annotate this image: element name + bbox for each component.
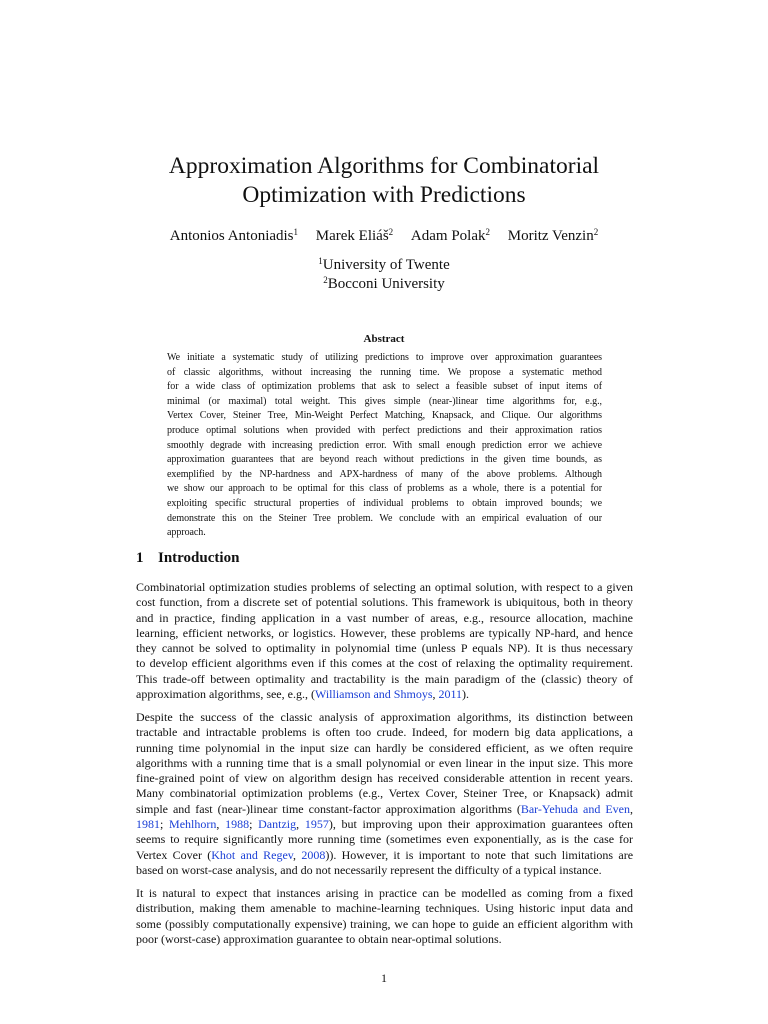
citation-link[interactable]: 1957 xyxy=(304,817,329,832)
affiliation-list xyxy=(0,256,768,294)
abstract-line: smoothly degrade with increasing prediction error. With small enough prediction error we achieve xyxy=(167,439,602,451)
section-number: 1 xyxy=(136,550,144,566)
abstract-line: demonstrate this on the Steiner Tree problem. We conclude with an empirical evaluation of our xyxy=(167,512,602,524)
citation-link[interactable]: 1981 xyxy=(136,817,160,832)
abstract-line: minimal (or maximal) total weight. This gives simple (near-)linear time algorithms for, e.g., xyxy=(167,395,602,407)
abstract-line: produce optimal solutions when provided with perfect predictions and their approximation ratios xyxy=(167,424,602,436)
paragraph-line: fine-grained point of view on algorithm design has received considerable attention in recent years. xyxy=(136,771,633,786)
paragraph-line: algorithms with a running time that is a small polynomial or even linear in the input size. This more xyxy=(136,755,633,770)
paragraph-line: This trade-off between optimality and tractability is the main paradigm of the (classic) theory of xyxy=(136,671,633,686)
abstract-line: Vertex Cover, Steiner Tree, Min-Weight Perfect Matching, Knapsack, and Clique. Our algorithms xyxy=(167,410,602,422)
paragraph-line: Many combinatorial optimization problems (e.g., Vertex Cover, Steiner Tree, or Knapsack) admit xyxy=(136,786,633,801)
paragraph-line: 1981; Mehlhorn, 1988; Dantzig, 1957), but improving upon their approximation guarantees often xyxy=(136,817,634,832)
paragraph-line: Vertex Cover (Khot and Regev, 2008)). However, it is important to note that such limitations are xyxy=(136,847,634,862)
affiliation: $^1$University of Twente xyxy=(318,256,450,273)
author: Antonios Antoniadis$^1$ xyxy=(169,227,299,244)
abstract-line: we show our approach to be optimal for this class of problems as a whole, there is a potential for xyxy=(167,483,602,495)
abstract-line: exploiting specific structural properties of individual problems to obtain improved bounds; we xyxy=(167,497,602,509)
paragraph xyxy=(136,710,633,878)
paragraph xyxy=(136,580,633,702)
section-title: Introduction xyxy=(158,550,240,566)
paragraph-line: poor (worst-case) approximation guarantee to obtain near-optimal solutions. xyxy=(136,931,502,946)
abstract-line: approximation guarantees that are beyond reach without predictions in the given time bounds, as xyxy=(167,454,602,466)
citation-link[interactable]: Mehlhorn xyxy=(169,817,217,832)
abstract-body xyxy=(167,351,602,541)
abstract-line: approach. xyxy=(167,527,206,539)
abstract-line: exemplified by the NP-hardness and APX-hardness of many of the above problems. Although xyxy=(167,468,602,480)
paragraph-line: learning, efficient networks, or logistics. However, these problems are typically NP-hard, and hence xyxy=(136,625,633,640)
abstract-heading: Abstract xyxy=(363,333,405,345)
paragraph-line: seems to require significantly more running time (sometimes even exponentially, as is the case for xyxy=(136,832,633,847)
citation-link[interactable]: Dantzig xyxy=(258,817,297,832)
section-heading xyxy=(136,550,239,567)
paragraph-line: based on worst-case analysis, and do not necessarily represent the difficulty of a typical instance. xyxy=(136,862,602,877)
paragraph-line: cost function, from a discrete set of potential solutions. This framework is ubiquitous, both in theory xyxy=(136,595,633,610)
abstract-line: We initiate a systematic study of utilizing predictions to improve over approximation guarantees xyxy=(167,352,602,363)
paragraph-line: It is natural to expect that instances arising in practice can be modelled as coming from a fixed xyxy=(136,886,633,900)
paragraph-line: tractable and intractable problems is often too crude. Indeed, for modern big data applications, a xyxy=(136,725,633,740)
paragraph xyxy=(136,886,633,947)
title-line-1: Approximation Algorithms for Combinatorial xyxy=(168,153,600,179)
title-line-2: Optimization with Predictions xyxy=(242,182,526,208)
paragraph-line: approximation algorithms, see, e.g., (Williamson and Shmoys, 2011). xyxy=(136,687,470,702)
abstract-line: of classic algorithms, without increasing the running time. We propose a systematic method xyxy=(167,366,602,378)
citation-link[interactable]: 1988 xyxy=(225,817,250,832)
paragraph-line: some (possibly computationally expensive) training, we can hope to guide an efficient algorithm with xyxy=(136,916,633,931)
citation-link[interactable]: Williamson and Shmoys xyxy=(314,687,433,702)
paper-title xyxy=(0,152,768,210)
citation-link[interactable]: Khot and Regev xyxy=(211,847,294,862)
paragraph-line: Despite the success of the classic analysis of approximation algorithms, its distinction between xyxy=(136,710,633,724)
paragraph-line: running time polynomial in the input size can hardly be considered efficient, as we often require xyxy=(136,740,633,755)
page-number: 1 xyxy=(381,971,387,985)
paragraph-line: distribution, making them amenable to machine-learning techniques. Using historic input data and xyxy=(136,901,633,916)
citation-link[interactable]: Bar-Yehuda and Even xyxy=(520,801,630,816)
author: Moritz Venzin$^2$ xyxy=(507,227,599,244)
author-list xyxy=(0,226,768,246)
citation-link[interactable]: 2008 xyxy=(301,847,326,862)
affiliation: $^2$Bocconi University xyxy=(323,275,445,292)
author: Marek Eliáš$^2$ xyxy=(315,227,394,244)
paragraph-line: simple and fast (near-)linear time constant-factor approximation algorithms (Bar-Yehuda and Even, xyxy=(136,801,633,816)
paragraph-line: they cannot be solved to optimality in polynomial time (unless P equals NP). It is thus necessary xyxy=(136,641,633,656)
paragraph-line: to develop efficient algorithms even if this comes at the cost of relaxing the optimality requirement. xyxy=(136,656,633,671)
paragraph-line: Combinatorial optimization studies problems of selecting an optimal solution, with respect to a given xyxy=(136,580,633,594)
citation-link[interactable]: 2011 xyxy=(438,687,463,702)
abstract-line: for a wide class of optimization problems that ask to select a feasible subset of input items of xyxy=(167,381,602,393)
paragraph-line: and in practice, finding application in a vast number of areas, e.g., resource allocation, machine xyxy=(136,610,633,625)
author: Adam Polak$^2$ xyxy=(410,227,490,244)
